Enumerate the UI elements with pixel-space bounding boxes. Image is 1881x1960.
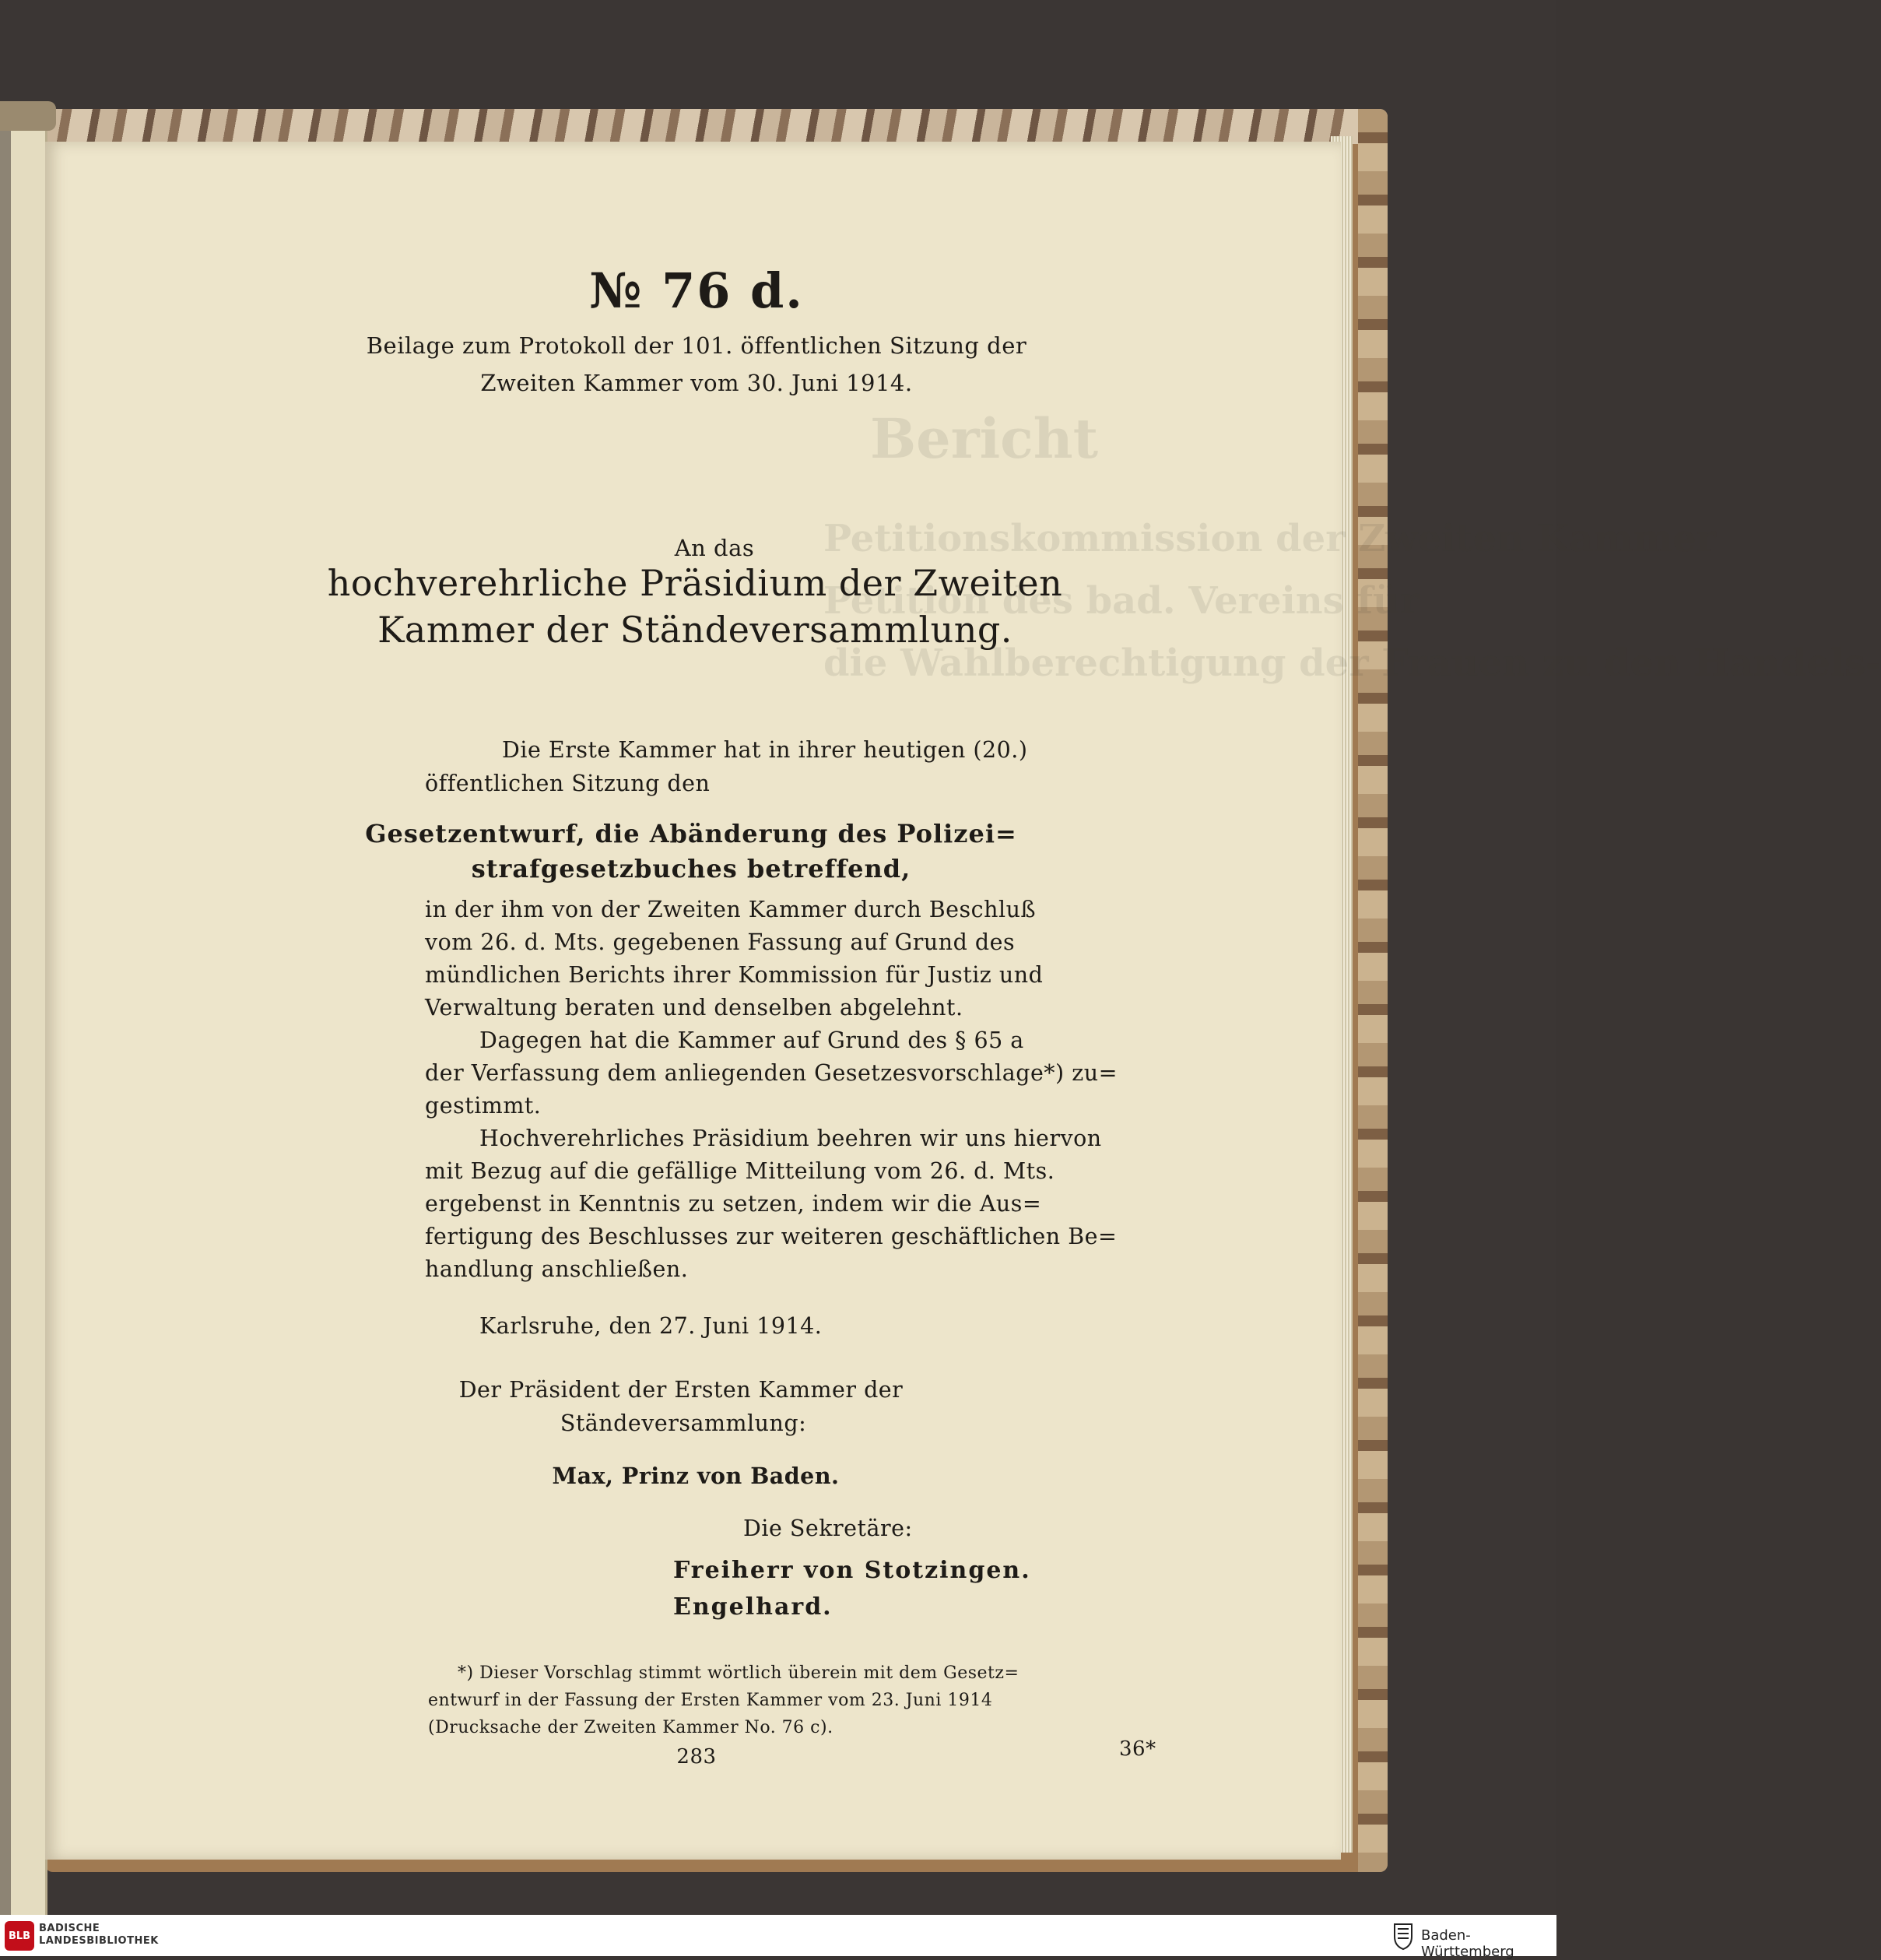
bleed-through-lines: Petitionskommission der Zweiten Kammer Petition des bad. Vereins für die Wahlberechtigung der Frauen zu den Handels- [823, 517, 1881, 685]
body-line-14: handlung anschließen. [425, 1256, 689, 1282]
place-date: Karlsruhe, den 27. Juni 1914. [479, 1313, 823, 1339]
footnote-line-1: *) Dieser Vorschlag stimmt wörtlich überein mit dem Gesetz= [458, 1663, 1019, 1683]
body-line-2: öffentlichen Sitzung den [425, 771, 711, 796]
secretaries-label: Die Sekretäre: [743, 1516, 913, 1541]
library-name-line-2: LANDESBIBLIOTHEK [39, 1935, 159, 1947]
bleed-through-heading: Bericht [870, 406, 1099, 471]
president-line-1: Der Präsident der Ersten Kammer der [458, 1377, 904, 1403]
secretary-2: Engelhard. [673, 1593, 833, 1621]
body-line-8: der Verfassung dem anliegenden Gesetzesvorschlage*) zu= [425, 1060, 1118, 1086]
body-line-11: mit Bezug auf die gefällige Mitteilung vom 26. d. Mts. [425, 1158, 1055, 1184]
document-page [45, 142, 1881, 1860]
blb-logo-icon[interactable]: BLB [5, 1921, 34, 1951]
body-line-3: in der ihm von der Zweiten Kammer durch Beschluß [425, 897, 1036, 922]
body-line-12: ergebenst in Kenntnis zu setzen, indem wir die Aus= [425, 1191, 1042, 1217]
body-line-5: mündlichen Berichts ihrer Kommission für Justiz und [425, 962, 1044, 988]
footer-bar [0, 1915, 1556, 1960]
library-name-line-1: BADISCHE [39, 1923, 100, 1934]
body-line-7: Dagegen hat die Kammer auf Grund des § 65 a [479, 1027, 1024, 1053]
bill-title-line-2: strafgesetzbuches betreffend, [471, 854, 911, 883]
state-name[interactable]: Baden-Württemberg [1421, 1927, 1514, 1960]
page-number: 283 [676, 1745, 717, 1769]
signature-mark: 36* [1119, 1737, 1156, 1761]
secretary-1: Freiherr von Stotzingen. [673, 1557, 1031, 1584]
footnote-line-2: entwurf in der Fassung der Ersten Kammer vom 23. Juni 1914 [428, 1691, 993, 1710]
president-line-2: Ständeversammlung: [560, 1410, 807, 1436]
body-line-1: Die Erste Kammer hat in ihrer heutigen (20.) [502, 737, 1028, 763]
body-line-10: Hochverehrliches Präsidium beehren wir uns hiervon [479, 1126, 1102, 1151]
intro-line-2: Zweiten Kammer vom 30. Juni 1914. [480, 370, 913, 396]
bill-title-line-1: Gesetzentwurf, die Abänderung des Polizei= [365, 819, 1017, 848]
body-line-9: gestimmt. [425, 1093, 542, 1119]
library-name[interactable] [39, 1923, 159, 1948]
intro-line-1: Beilage zum Protokoll der 101. öffentlichen Sitzung der [366, 332, 1027, 359]
coat-of-arms-icon [1391, 1921, 1415, 1951]
spine-top [0, 101, 56, 131]
headline-line-1: hochverehrliche Präsidium der Zweiten [327, 562, 1063, 604]
body-line-6: Verwaltung beraten und denselben abgelehnt. [425, 995, 963, 1020]
cover-right-edge [1358, 109, 1388, 1872]
body-line-13: fertigung des Beschlusses zur weiteren geschäftlichen Be= [425, 1224, 1118, 1249]
president-name: Max, Prinz von Baden. [552, 1463, 840, 1489]
left-page-strip [0, 109, 11, 1915]
headline-line-2: Kammer der Ständeversammlung. [377, 609, 1012, 651]
footnote-line-3: (Drucksache der Zweiten Kammer No. 76 c). [428, 1718, 833, 1737]
document-number: № 76 d. [589, 262, 804, 319]
cover-top-edge [45, 109, 1388, 144]
address-to: An das [674, 535, 755, 561]
body-line-4: vom 26. d. Mts. gegebenen Fassung auf Grund des [425, 929, 1016, 955]
